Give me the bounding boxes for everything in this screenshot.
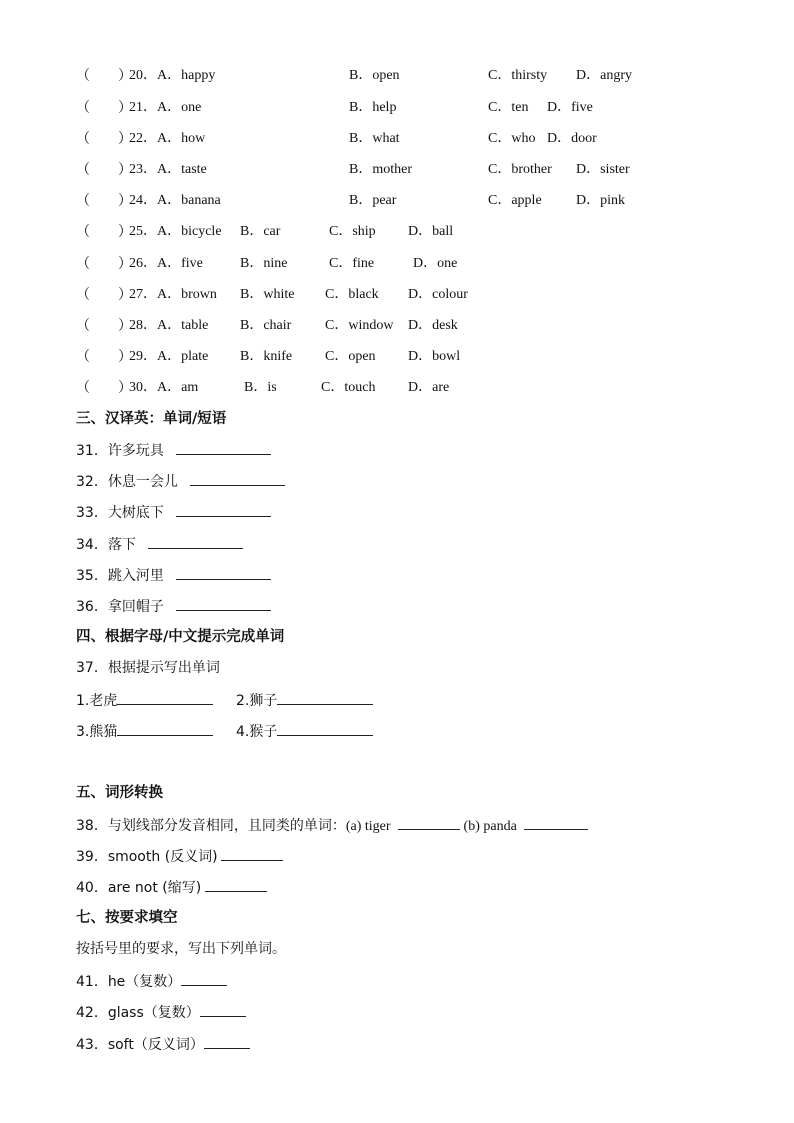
answer-paren[interactable]: （ ） <box>76 68 132 84</box>
option-a: 22．A．how <box>129 131 206 146</box>
answer-paren[interactable]: （ ） <box>76 193 132 209</box>
answer-blank[interactable] <box>277 690 373 705</box>
option-c: C．black <box>325 287 379 302</box>
question-text: 42．glass（复数） <box>76 1005 200 1021</box>
option-d: D．pink <box>576 193 625 208</box>
question-32 <box>76 471 285 491</box>
option-a: 20．A．happy <box>129 68 216 83</box>
question-40 <box>76 877 267 897</box>
option-a: 21．A．one <box>129 100 202 115</box>
answer-blank-a[interactable] <box>398 815 460 830</box>
question-38 <box>76 815 588 835</box>
answer-blank[interactable] <box>176 440 271 455</box>
hint-item <box>236 690 373 711</box>
answer-blank[interactable] <box>117 721 213 736</box>
hint-item <box>76 690 213 711</box>
question-text: 36．拿回帽子 <box>76 599 164 615</box>
question-text: 31．许多玩具 <box>76 443 164 459</box>
answer-paren[interactable]: （ ） <box>76 224 132 240</box>
option-d: D．ball <box>408 224 454 239</box>
option-b: B．is <box>244 380 277 395</box>
question-42 <box>76 1002 246 1022</box>
option-d: D．bowl <box>408 349 461 364</box>
option-b: B．what <box>349 131 400 146</box>
section-heading: 四、根据字母/中文提示完成单词 <box>76 629 285 645</box>
option-b: B．car <box>240 224 281 239</box>
answer-paren[interactable]: （ ） <box>76 318 132 334</box>
option-c: C．brother <box>488 162 552 177</box>
question-text: 32．休息一会儿 <box>76 474 178 490</box>
option-a: 26．A．five <box>129 256 203 271</box>
option-a: 30．A．am <box>129 380 199 395</box>
answer-blank[interactable] <box>221 846 283 861</box>
answer-paren[interactable]: （ ） <box>76 131 132 147</box>
option-c: C．thirsty <box>488 68 548 83</box>
option-b: B．open <box>349 68 400 83</box>
option-b: B．pear <box>349 193 397 208</box>
question-text: 40．are not (缩写) <box>76 880 202 896</box>
option-b: B．chair <box>240 318 292 333</box>
answer-blank[interactable] <box>148 534 243 549</box>
answer-paren[interactable]: （ ） <box>76 349 132 365</box>
question-33 <box>76 502 271 522</box>
option-c: C．fine <box>329 256 375 271</box>
hint-label: 3.熊猫 <box>76 724 118 740</box>
option-a: 28．A．table <box>129 318 209 333</box>
question-41 <box>76 971 227 991</box>
option-c: C．apple <box>488 193 542 208</box>
question-text: 39．smooth (反义词) <box>76 849 218 865</box>
question-text: 43．soft（反义词） <box>76 1037 204 1053</box>
option-b: B．help <box>349 100 397 115</box>
section-heading: 五、词形转换 <box>76 785 163 801</box>
hint-label: 4.猴子 <box>236 724 278 740</box>
answer-blank[interactable] <box>204 1034 250 1049</box>
question-35 <box>76 565 271 585</box>
option-d: D．door <box>547 131 597 146</box>
option-c: C．touch <box>321 380 376 395</box>
answer-blank[interactable] <box>181 971 227 986</box>
question-31 <box>76 440 271 460</box>
hint-item <box>236 721 373 742</box>
answer-blank[interactable] <box>205 877 267 892</box>
question-text: 33．大树底下 <box>76 505 164 521</box>
question-text: 34．落下 <box>76 537 136 553</box>
option-d: D．angry <box>576 68 632 83</box>
option-a: 27．A．brown <box>129 287 217 302</box>
hint-label: 1.老虎 <box>76 693 118 709</box>
section-heading: 七、按要求填空 <box>76 910 178 926</box>
option-a: 25．A．bicycle <box>129 224 222 239</box>
option-b: B．nine <box>240 256 288 271</box>
option-a: 24．A．banana <box>129 193 221 208</box>
answer-paren[interactable]: （ ） <box>76 380 132 396</box>
option-c: C．window <box>325 318 394 333</box>
hint-item <box>76 721 213 742</box>
question-text: 38．与划线部分发音相同，且同类的单词： <box>76 818 346 834</box>
question-37: 37．根据提示写出单词 <box>76 660 220 676</box>
option-c: C．ten <box>488 100 529 115</box>
option-c: C．ship <box>329 224 376 239</box>
option-a: 23．A．taste <box>129 162 207 177</box>
option-b: B．white <box>240 287 295 302</box>
option-d: D．desk <box>408 318 458 333</box>
section-heading: 三、汉译英：单词/短语 <box>76 411 227 427</box>
answer-paren[interactable]: （ ） <box>76 162 132 178</box>
option-d: D．sister <box>576 162 630 177</box>
option-d: D．one <box>413 256 458 271</box>
option-a: 29．A．plate <box>129 349 209 364</box>
question-34 <box>76 534 243 554</box>
part-a-label: (a) tiger <box>345 819 391 834</box>
answer-paren[interactable]: （ ） <box>76 256 132 272</box>
answer-paren[interactable]: （ ） <box>76 100 132 116</box>
option-b: B．knife <box>240 349 293 364</box>
hint-label: 2.狮子 <box>236 693 278 709</box>
answer-blank[interactable] <box>190 471 285 486</box>
part-b-label: (b) panda <box>463 819 517 834</box>
answer-paren[interactable]: （ ） <box>76 287 132 303</box>
answer-blank[interactable] <box>277 721 373 736</box>
answer-blank[interactable] <box>200 1002 246 1017</box>
question-text: 41．he（复数） <box>76 974 182 990</box>
instruction-text: 按括号里的要求，写出下列单词。 <box>76 941 286 957</box>
option-c: C．open <box>325 349 376 364</box>
question-39 <box>76 846 283 866</box>
answer-blank[interactable] <box>176 596 271 611</box>
answer-blank[interactable] <box>176 565 271 580</box>
answer-blank-b[interactable] <box>524 815 588 830</box>
option-d: D．are <box>408 380 450 395</box>
option-c: C．who <box>488 131 536 146</box>
option-d: D．five <box>547 100 593 115</box>
option-b: B．mother <box>349 162 412 177</box>
option-d: D．colour <box>408 287 468 302</box>
question-text: 35．跳入河里 <box>76 568 164 584</box>
question-36 <box>76 596 271 616</box>
question-43 <box>76 1034 250 1054</box>
answer-blank[interactable] <box>176 502 271 517</box>
answer-blank[interactable] <box>117 690 213 705</box>
